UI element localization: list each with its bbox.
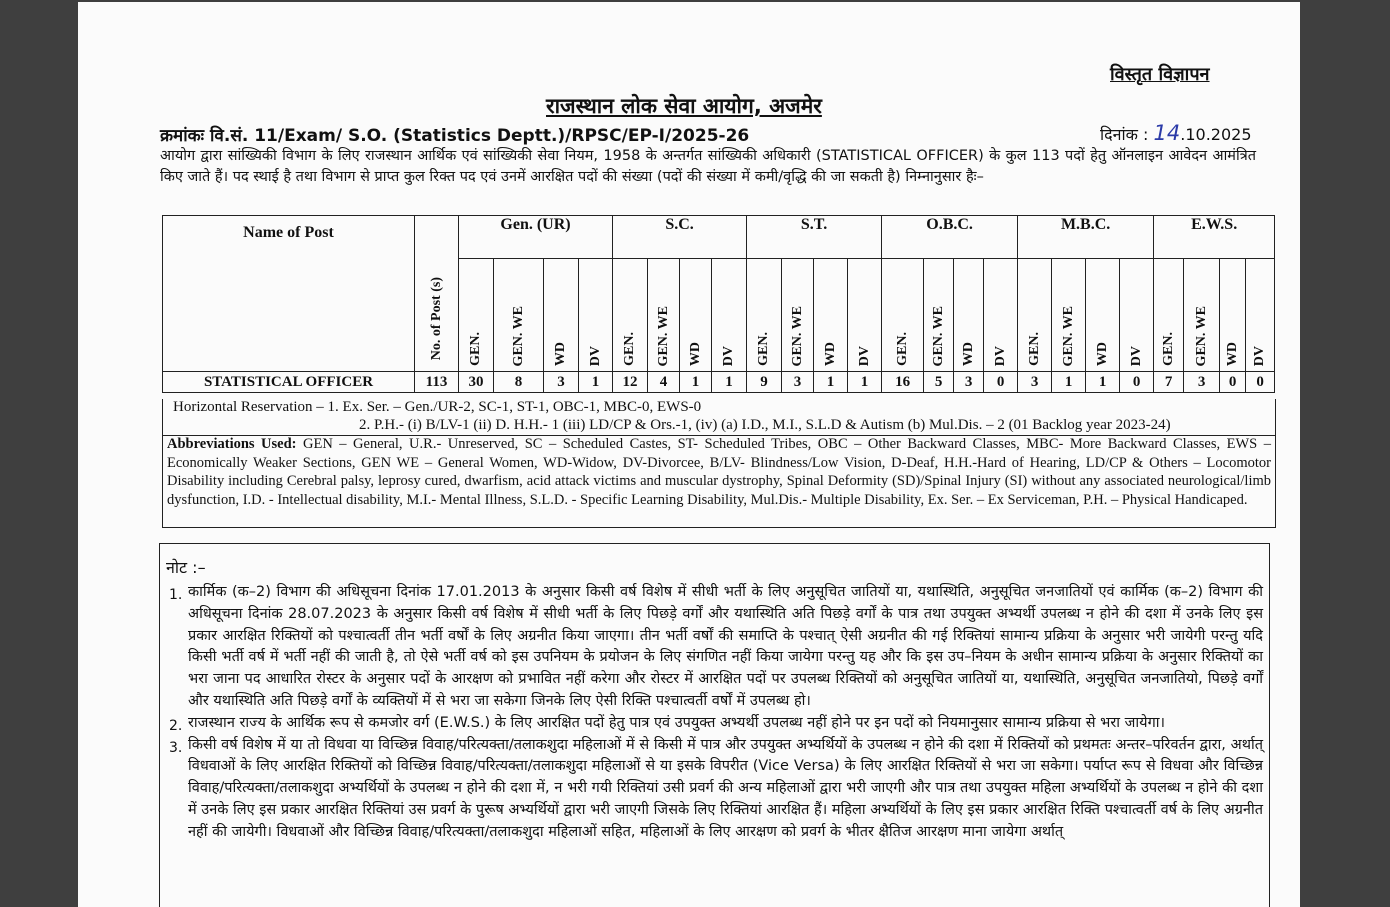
horizontal-reservation bbox=[162, 399, 1276, 436]
table-row bbox=[163, 372, 1275, 393]
subheader-gen: GEN. bbox=[747, 259, 782, 372]
table-cell: 12 bbox=[613, 372, 648, 393]
subheader-gen: GEN. bbox=[613, 259, 648, 372]
subheader-dv: DV bbox=[579, 259, 613, 372]
subheader-gen-we: GEN. WE bbox=[648, 259, 680, 372]
subheader-gen: GEN. bbox=[1018, 259, 1052, 372]
note-number: 3. bbox=[169, 739, 183, 756]
reference-number: क्रमांकः वि.सं. 11/Exam/ S.O. (Statistics Deptt.)/RPSC/EP-I/2025-26 bbox=[160, 126, 750, 146]
group-header-gen: Gen. (UR) bbox=[459, 216, 613, 259]
subheader-gen: GEN. bbox=[882, 259, 924, 372]
table-cell: 3 bbox=[1184, 372, 1220, 393]
table-cell: 3 bbox=[782, 372, 814, 393]
abbreviations-block bbox=[162, 435, 1276, 528]
document-page bbox=[78, 2, 1300, 907]
note-text: किसी वर्ष विशेष में या तो विधवा या विच्छिन्न विवाह/परित्यक्ता/तलाकशुदा महिलाओं में से किसी में पात्र और उपयुक्त अभ्यर्थियों के उपलब्ध न होने की दशा में रिक्तियों को प्रथमतः अन्तर–परिवर्तन द्वारा, अर्थात् विधवाओं के लिए आरक्षित रिक्तियों को विच्छिन्न विवाह/परित्यक्ता/तलाकशुदा महिलाओं से या इसके विपरीत (Vice Versa) के लिए आरक्षित रिक्तियों से भरा जा सकेगा। पर्याप्त रूप से विधवा और विच्छिन्न विवाह/परित्यक्ता/तलाकशुदा अभ्यर्थियों के उपलब्ध न होने की दशा में, न भरी गयी रिक्तियां उसी प्रवर्ग की अन्य महिलाओं द्वारा भरी जाएगी और पात्र तथा उपयुक्त महिला अभ्यर्थियों के उपलब्ध न होने की दशा में उनके लिए इस प्रकार आरक्षित रिक्तियां उस प्रवर्ग के पुरूष अभ्यर्थियों द्वारा भरी जाएगी जिसके लिए रिक्तियां आरक्षित हैं। महिला अभ्यर्थियों के लिए इस प्रकार आरक्षित रिक्ति पश्चात्वर्ती वर्ष के लिए अग्रनीत नहीं की जायेगी। विधवाओं और विच्छिन्न विवाह/परित्यक्ता/तलाकशुदा महिलाओं सहित, महिलाओं के लिए आरक्षण को प्रवर्ग के भीतर क्षैतिज आरक्षण माना जायेगा अर्थात् bbox=[188, 736, 1263, 840]
no-of-posts-header bbox=[415, 216, 459, 372]
notes-section bbox=[159, 543, 1270, 907]
subheader-gen-we: GEN. WE bbox=[924, 259, 954, 372]
subheader-gen: GEN. bbox=[459, 259, 494, 372]
subheader-gen-we: GEN. WE bbox=[494, 259, 544, 372]
note-text: कार्मिक (क–2) विभाग की अधिसूचना दिनांक 17.01.2013 के अनुसार किसी वर्ष विशेष में सीधी भर्ती के लिए अनुसूचित जातियों या, यथास्थिति, अनुसूचित जनजातियों एवं कार्मिक (क–2) विभाग की अधिसूचना दिनांक 28.07.2023 के अनुसार किसी वर्ष विशेष में सीधी भर्ती के लिए पिछड़े वर्गों और यथास्थिति अति पिछड़े वर्गों के पात्र तथा उपयुक्त अभ्यर्थी उपलब्ध न होने की दशा में उनके लिए इस प्रकार आरक्षित रिक्तियों को पश्चात्वर्ती तीन भर्ती वर्षों के लिए अग्रनीत किया जाएगा। तीन भर्ती वर्षों की समाप्ति के पश्चात् ऐसी अग्रनीत की गई रिक्तियां सामान्य प्रक्रिया के अनुसार भरी जायेगी परन्तु यदि किसी भर्ती वर्ष में भर्ती नहीं की जाती है, तो ऐसे भर्ती वर्ष को इस उपनियम के प्रयोजन के लिए संगणित नहीं किया जायेगा परन्तु यह और कि इस उप–नियम के अधीन सामान्य प्रक्रिया के अनुसार रिक्तियों का भरा जाना पद आधारित रोस्टर के अनुसार पदों के आरक्षण को प्रभावित नहीं करेगा और रोस्टर में आरक्षित पदों पर उपलब्ध रिक्तियों को अनुसूचित जातियों या, यथास्थिति, अनुसूचित जनजातियो, पिछड़े वर्गों और यथास्थिति अति पिछड़े वर्गों के व्यक्तियों में से भरा जा सकेगा जिनके लिए ऐसी रिक्ति पश्चात्वर्ती वर्षों में उपलब्ध हो। bbox=[188, 584, 1263, 709]
table-cell: 1 bbox=[848, 372, 882, 393]
note-item bbox=[166, 713, 1263, 735]
issue-date bbox=[1100, 121, 1252, 145]
vacancy-table bbox=[162, 215, 1275, 393]
table-cell: 0 bbox=[984, 372, 1018, 393]
abbreviations-text: GEN – General, U.R.- Unreserved, SC – Scheduled Castes, ST- Scheduled Tribes, OBC – Other Backward Classes, MBC- More Backward Classes, EWS – Economically Weaker Sections, GEN WE – General Women, WD-Widow, DV-Divorcee, B/LV- Blindness/Low Vision, D-Deaf, H.H.-Hard of Hearing, LD/CP & Others – Locomotor Disability including Cerebral palsy, leprosy cured, dwarfism, acid attack victims and muscular dystrophy, Spinal Deformity (SD)/Spinal Injury (SI) without any associated neurological/limb dysfunction, I.D. - Intellectual disability, M.I.- Mental Illness, S.L.D. - Specific Learning Disability, Mul.Dis.- Multiple Disability, Ex. Ser. – Ex Serviceman, P.H. – Physical Handicaped. bbox=[167, 436, 1271, 508]
horizontal-reservation-line2: 2. P.H.- (i) B/LV-1 (ii) D. H.H.- 1 (iii) LD/CP & Ors.-1, (iv) (a) I.D., M.I., S.L.D & Autism (b) Mul.Dis. – 2 (01 Backlog year 2023-24) bbox=[359, 417, 1171, 433]
horizontal-reservation-line1: Horizontal Reservation – 1. Ex. Ser. – Gen./UR-2, SC-1, ST-1, OBC-1, MBC-0, EWS-0 bbox=[173, 399, 702, 415]
subheader-gen: GEN. bbox=[1154, 259, 1184, 372]
table-cell: 30 bbox=[459, 372, 494, 393]
table-cell: 4 bbox=[648, 372, 680, 393]
advertisement-type: विस्तृत विज्ञापन bbox=[1110, 64, 1210, 85]
post-name-cell: STATISTICAL OFFICER bbox=[163, 372, 415, 393]
group-header-st: S.T. bbox=[747, 216, 882, 259]
subheader-wd: WD bbox=[954, 259, 984, 372]
table-cell: 0 bbox=[1220, 372, 1246, 393]
subheader-wd: WD bbox=[680, 259, 712, 372]
table-cell: 1 bbox=[680, 372, 712, 393]
note-number: 2. bbox=[169, 717, 183, 734]
table-cell: 9 bbox=[747, 372, 782, 393]
group-header-mbc: M.B.C. bbox=[1018, 216, 1154, 259]
note-item bbox=[166, 582, 1263, 713]
table-cell: 1 bbox=[1086, 372, 1120, 393]
subheader-gen-we: GEN. WE bbox=[1052, 259, 1086, 372]
table-cell: 0 bbox=[1246, 372, 1275, 393]
table-cell: 16 bbox=[882, 372, 924, 393]
group-header-sc: S.C. bbox=[613, 216, 747, 259]
table-cell: 8 bbox=[494, 372, 544, 393]
subheader-dv: DV bbox=[1120, 259, 1154, 372]
table-cell: 1 bbox=[712, 372, 747, 393]
table-cell: 7 bbox=[1154, 372, 1184, 393]
no-of-posts-label: No. of Post (s) bbox=[428, 276, 444, 360]
subheader-wd: WD bbox=[544, 259, 579, 372]
date-day: 14 bbox=[1153, 121, 1181, 145]
subheader-gen-we: GEN. WE bbox=[782, 259, 814, 372]
subheader-wd: WD bbox=[1086, 259, 1120, 372]
table-cell: 3 bbox=[1018, 372, 1052, 393]
subheader-dv: DV bbox=[848, 259, 882, 372]
note-item bbox=[166, 735, 1263, 844]
subheader-dv: DV bbox=[712, 259, 747, 372]
table-cell: 5 bbox=[924, 372, 954, 393]
group-header-obc: O.B.C. bbox=[882, 216, 1018, 259]
date-label: दिनांक : bbox=[1100, 125, 1149, 144]
intro-paragraph: आयोग द्वारा सांख्यिकी विभाग के लिए राजस्थान आर्थिक एवं सांख्यिकी सेवा नियम, 1958 के अन्तर्गत सांख्यिकी अधिकारी (STATISTICAL OFFICER) के कुल 113 पदों हेतु ऑनलाइन आवेदन आमंत्रित किए जाते हैं। पद स्थाई है तथा विभाग से प्राप्त कुल रिक्त पद एवं उनमें आरक्षित पदों की संख्या (पदों की संख्या में कमी/वृद्धि की जा सकती है) निम्नानुसार हैः– bbox=[160, 148, 1256, 185]
group-header-ews: E.W.S. bbox=[1154, 216, 1275, 259]
table-cell: 1 bbox=[579, 372, 613, 393]
name-of-post-header: Name of Post bbox=[163, 216, 415, 372]
organization-title: राजस्थान लोक सेवा आयोग, अजमेर bbox=[546, 94, 822, 118]
table-cell: 1 bbox=[1052, 372, 1086, 393]
total-posts-cell: 113 bbox=[415, 372, 459, 393]
subheader-wd: WD bbox=[1220, 259, 1246, 372]
table-cell: 3 bbox=[954, 372, 984, 393]
subheader-dv: DV bbox=[984, 259, 1018, 372]
note-text: राजस्थान राज्य के आर्थिक रूप से कमजोर वर्ग (E.W.S.) के लिए आरक्षित पदों हेतु पात्र एवं उपयुक्त अभ्यर्थी उपलब्ध नहीं होने पर इन पदों को नियमानुसार सामान्य प्रक्रिया से भरा जायेगा। bbox=[188, 714, 1165, 731]
table-cell: 0 bbox=[1120, 372, 1154, 393]
abbreviations-title: Abbreviations Used: bbox=[167, 436, 297, 452]
date-month-year: .10.2025 bbox=[1180, 125, 1252, 144]
table-cell: 1 bbox=[814, 372, 848, 393]
subheader-wd: WD bbox=[814, 259, 848, 372]
subheader-gen-we: GEN. WE bbox=[1184, 259, 1220, 372]
subheader-dv: DV bbox=[1246, 259, 1275, 372]
note-number: 1. bbox=[169, 587, 183, 603]
table-cell: 3 bbox=[544, 372, 579, 393]
notes-title: नोट :– bbox=[166, 558, 206, 577]
